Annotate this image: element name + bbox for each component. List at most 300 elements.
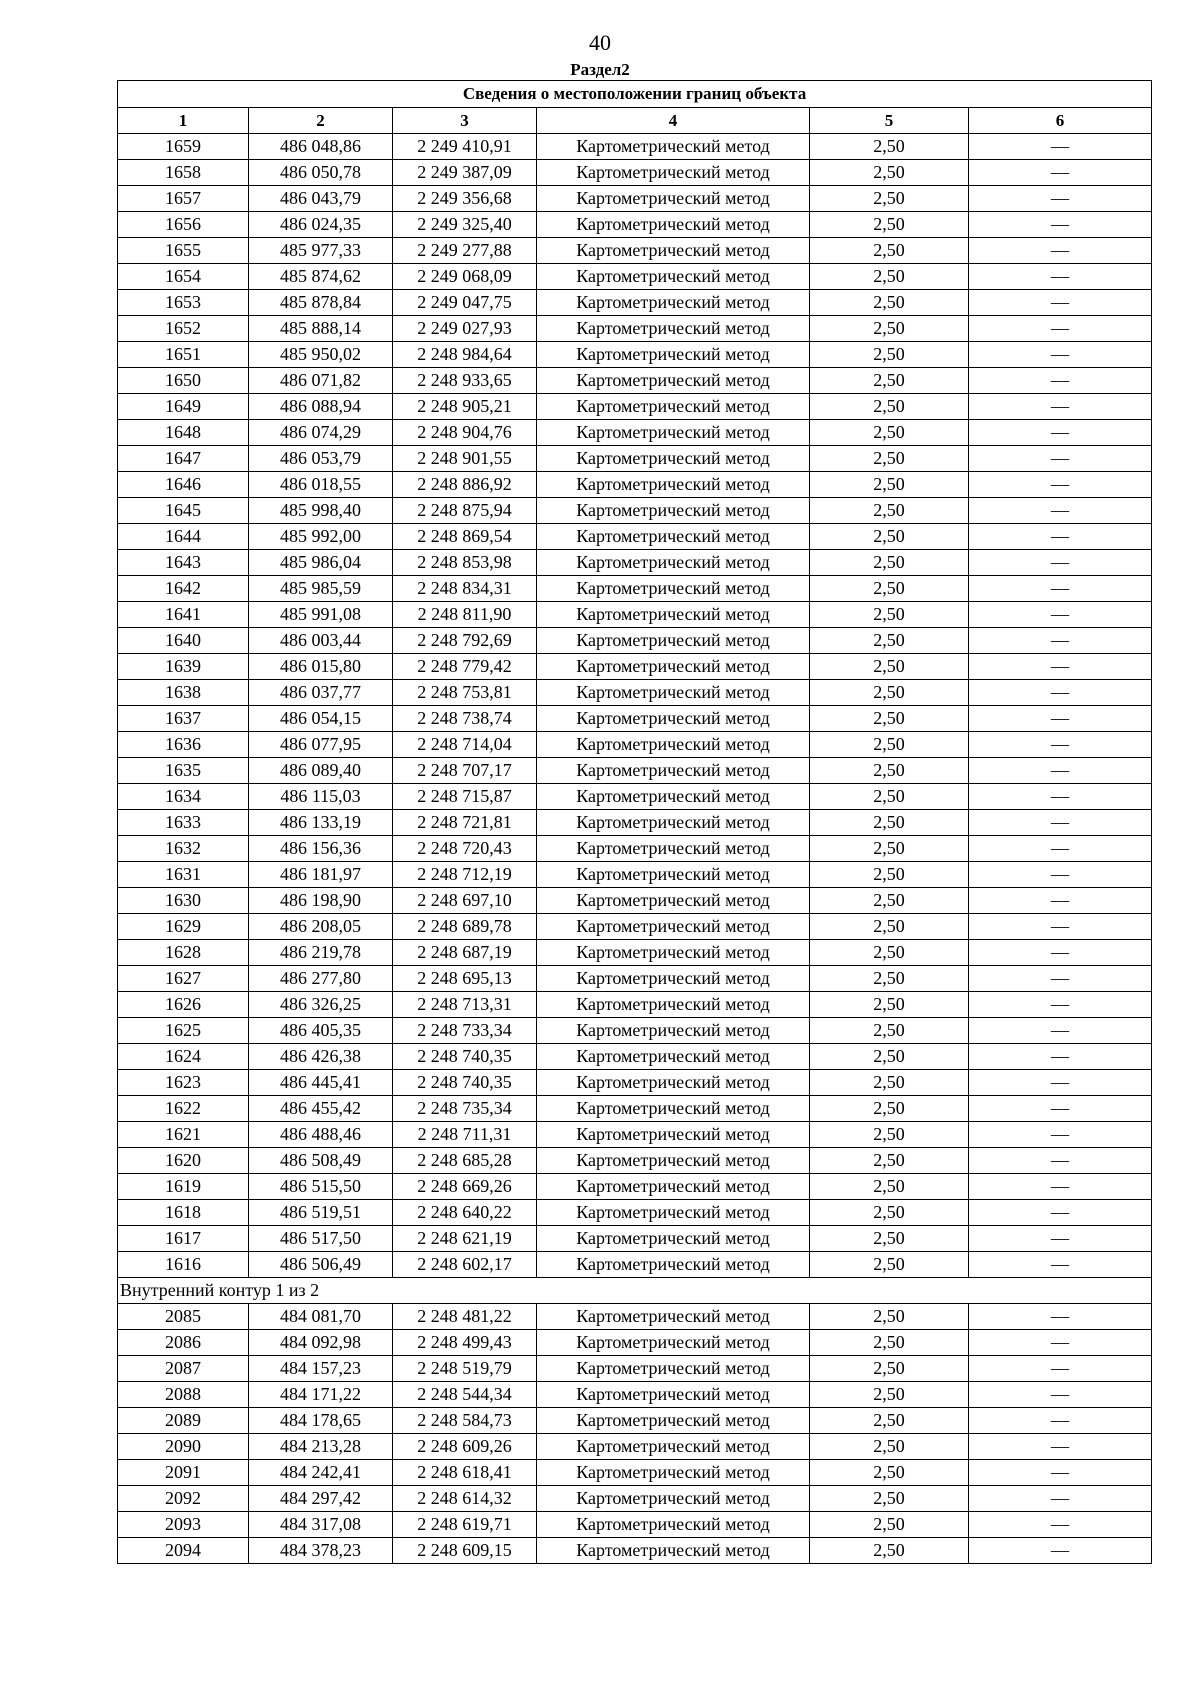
- table-row: [118, 1148, 1152, 1174]
- table-cell: —: [969, 966, 1152, 992]
- table-cell: 2,50: [810, 940, 969, 966]
- table-cell: 2 248 602,17: [393, 1252, 537, 1278]
- table-row: [118, 212, 1152, 238]
- table-row: [118, 628, 1152, 654]
- table-cell: 2 249 027,93: [393, 316, 537, 342]
- table-cell: 1642: [118, 576, 249, 602]
- table-row: [118, 368, 1152, 394]
- table-cell: 2,50: [810, 394, 969, 420]
- table-cell: 2 248 740,35: [393, 1070, 537, 1096]
- table-cell: 2 248 609,26: [393, 1434, 537, 1460]
- table-cell: —: [969, 1200, 1152, 1226]
- table-cell: 2 248 685,28: [393, 1148, 537, 1174]
- table-cell: 2094: [118, 1538, 249, 1564]
- table-cell: —: [969, 1044, 1152, 1070]
- table-row: [118, 966, 1152, 992]
- table-header-row: [118, 108, 1152, 134]
- table-cell: —: [969, 1512, 1152, 1538]
- table-cell: 1628: [118, 940, 249, 966]
- table-cell: Картометрический метод: [537, 628, 810, 654]
- table-cell: 1656: [118, 212, 249, 238]
- table-row: [118, 940, 1152, 966]
- table-cell: Картометрический метод: [537, 1174, 810, 1200]
- table-cell: 2,50: [810, 1018, 969, 1044]
- table-cell: —: [969, 394, 1152, 420]
- table-cell: —: [969, 654, 1152, 680]
- table-cell: Картометрический метод: [537, 1460, 810, 1486]
- table-cell: Картометрический метод: [537, 524, 810, 550]
- table-cell: 2,50: [810, 1148, 969, 1174]
- table-cell: 2,50: [810, 1408, 969, 1434]
- table-cell: 2 248 779,42: [393, 654, 537, 680]
- table-cell: 1651: [118, 342, 249, 368]
- table-row: [118, 1382, 1152, 1408]
- table-row: [118, 550, 1152, 576]
- table-cell: 2,50: [810, 706, 969, 732]
- table-cell: —: [969, 1174, 1152, 1200]
- table-cell: 2,50: [810, 550, 969, 576]
- table-cell: Картометрический метод: [537, 914, 810, 940]
- table-cell: 486 133,19: [249, 810, 393, 836]
- table-row: [118, 186, 1152, 212]
- table-cell: 2 248 544,34: [393, 1382, 537, 1408]
- table-cell: 486 219,78: [249, 940, 393, 966]
- table-cell: —: [969, 1018, 1152, 1044]
- table-cell: 2 248 711,31: [393, 1122, 537, 1148]
- table-cell: Картометрический метод: [537, 784, 810, 810]
- table-cell: 1634: [118, 784, 249, 810]
- table-row: [118, 1044, 1152, 1070]
- table-cell: 1641: [118, 602, 249, 628]
- table-cell: 1618: [118, 1200, 249, 1226]
- table-cell: 486 077,95: [249, 732, 393, 758]
- table-cell: Картометрический метод: [537, 238, 810, 264]
- table-cell: 2089: [118, 1408, 249, 1434]
- table-cell: 2,50: [810, 524, 969, 550]
- table-cell: 2,50: [810, 628, 969, 654]
- table-row: [118, 1096, 1152, 1122]
- table-cell: —: [969, 784, 1152, 810]
- table-cell: Картометрический метод: [537, 836, 810, 862]
- table-cell: 2 248 695,13: [393, 966, 537, 992]
- table-cell: —: [969, 186, 1152, 212]
- table-cell: 2 248 721,81: [393, 810, 537, 836]
- table-cell: 486 043,79: [249, 186, 393, 212]
- table-cell: —: [969, 680, 1152, 706]
- table-cell: 1626: [118, 992, 249, 1018]
- table-cell: 2,50: [810, 1434, 969, 1460]
- table-cell: 2,50: [810, 1356, 969, 1382]
- table-cell: 1617: [118, 1226, 249, 1252]
- table-cell: 2 249 387,09: [393, 160, 537, 186]
- table-row: [118, 134, 1152, 160]
- table-cell: 2,50: [810, 680, 969, 706]
- table-cell: Картометрический метод: [537, 212, 810, 238]
- table-cell: 485 998,40: [249, 498, 393, 524]
- table-cell: 1629: [118, 914, 249, 940]
- table-cell: Картометрический метод: [537, 758, 810, 784]
- table-row: [118, 238, 1152, 264]
- table-cell: 486 054,15: [249, 706, 393, 732]
- table-cell: —: [969, 628, 1152, 654]
- table-cell: 486 445,41: [249, 1070, 393, 1096]
- table-cell: 2 248 834,31: [393, 576, 537, 602]
- table-cell: 1644: [118, 524, 249, 550]
- table-cell: 2,50: [810, 1252, 969, 1278]
- table-cell: 486 089,40: [249, 758, 393, 784]
- table-cell: 2 249 325,40: [393, 212, 537, 238]
- table-cell: Картометрический метод: [537, 472, 810, 498]
- table-cell: Картометрический метод: [537, 290, 810, 316]
- table-cell: 2 248 792,69: [393, 628, 537, 654]
- table-row: [118, 446, 1152, 472]
- table-cell: 486 156,36: [249, 836, 393, 862]
- table-cell: Картометрический метод: [537, 1434, 810, 1460]
- table-cell: 486 015,80: [249, 654, 393, 680]
- table-cell: —: [969, 472, 1152, 498]
- table-row: [118, 992, 1152, 1018]
- table-cell: 2085: [118, 1304, 249, 1330]
- table-cell: 2086: [118, 1330, 249, 1356]
- table-cell: Картометрический метод: [537, 810, 810, 836]
- table-cell: 2 248 715,87: [393, 784, 537, 810]
- table-cell: 2,50: [810, 732, 969, 758]
- table-cell: 2,50: [810, 888, 969, 914]
- column-header: 1: [118, 108, 249, 134]
- table-cell: —: [969, 290, 1152, 316]
- table-cell: 486 003,44: [249, 628, 393, 654]
- table-cell: 2,50: [810, 368, 969, 394]
- table-cell: —: [969, 732, 1152, 758]
- table-row: [118, 342, 1152, 368]
- table-cell: 2 248 738,74: [393, 706, 537, 732]
- table-cell: 486 018,55: [249, 472, 393, 498]
- table-cell: —: [969, 810, 1152, 836]
- table-row: [118, 732, 1152, 758]
- table-cell: 2,50: [810, 654, 969, 680]
- table-row: [118, 316, 1152, 342]
- table-cell: Картометрический метод: [537, 576, 810, 602]
- table-cell: —: [969, 1330, 1152, 1356]
- table-cell: 2 248 735,34: [393, 1096, 537, 1122]
- table-cell: 1637: [118, 706, 249, 732]
- table-cell: 1653: [118, 290, 249, 316]
- table-cell: 2,50: [810, 992, 969, 1018]
- table-cell: Картометрический метод: [537, 1096, 810, 1122]
- table-cell: —: [969, 446, 1152, 472]
- table-row: [118, 290, 1152, 316]
- table-cell: 2,50: [810, 160, 969, 186]
- table-row: [118, 1538, 1152, 1564]
- table-row: [118, 654, 1152, 680]
- table-cell: —: [969, 706, 1152, 732]
- table-cell: 2 248 707,17: [393, 758, 537, 784]
- table-cell: 2,50: [810, 602, 969, 628]
- table-cell: 486 024,35: [249, 212, 393, 238]
- table-cell: —: [969, 1460, 1152, 1486]
- table-cell: 2 248 733,34: [393, 1018, 537, 1044]
- table-cell: Картометрический метод: [537, 1330, 810, 1356]
- table-row: [118, 602, 1152, 628]
- table-cell: Картометрический метод: [537, 706, 810, 732]
- table-cell: 2 249 410,91: [393, 134, 537, 160]
- table-cell: 2 248 713,31: [393, 992, 537, 1018]
- table-cell: 2 248 869,54: [393, 524, 537, 550]
- table-row: [118, 1408, 1152, 1434]
- table-cell: 2,50: [810, 1512, 969, 1538]
- table-cell: 2092: [118, 1486, 249, 1512]
- table-cell: 486 455,42: [249, 1096, 393, 1122]
- table-cell: 2,50: [810, 1044, 969, 1070]
- table-row: [118, 394, 1152, 420]
- table-cell: 1627: [118, 966, 249, 992]
- table-cell: 484 378,23: [249, 1538, 393, 1564]
- table-cell: Картометрический метод: [537, 1148, 810, 1174]
- table-cell: —: [969, 1122, 1152, 1148]
- table-cell: 2 248 853,98: [393, 550, 537, 576]
- table-cell: Картометрический метод: [537, 394, 810, 420]
- table-cell: 2,50: [810, 1122, 969, 1148]
- table-row: [118, 576, 1152, 602]
- table-cell: Картометрический метод: [537, 654, 810, 680]
- table-row: [118, 1018, 1152, 1044]
- column-header: 4: [537, 108, 810, 134]
- table-cell: 1650: [118, 368, 249, 394]
- table-cell: Картометрический метод: [537, 940, 810, 966]
- table-cell: 1632: [118, 836, 249, 862]
- table-row: [118, 758, 1152, 784]
- table-cell: 2 248 687,19: [393, 940, 537, 966]
- table-cell: 484 317,08: [249, 1512, 393, 1538]
- table-cell: 2 248 621,19: [393, 1226, 537, 1252]
- table-body: [118, 134, 1152, 1564]
- table-cell: 2,50: [810, 966, 969, 992]
- table-cell: 2 249 047,75: [393, 290, 537, 316]
- table-row: [118, 680, 1152, 706]
- table-cell: 2,50: [810, 576, 969, 602]
- table-cell: 2 248 584,73: [393, 1408, 537, 1434]
- table-cell: 1649: [118, 394, 249, 420]
- table-cell: 484 081,70: [249, 1304, 393, 1330]
- column-header: 2: [249, 108, 393, 134]
- table-cell: Картометрический метод: [537, 1252, 810, 1278]
- contour-row: [118, 1278, 1152, 1304]
- table-cell: 486 508,49: [249, 1148, 393, 1174]
- table-cell: Картометрический метод: [537, 1382, 810, 1408]
- table-cell: —: [969, 1226, 1152, 1252]
- table-cell: 1621: [118, 1122, 249, 1148]
- table-cell: Картометрический метод: [537, 1122, 810, 1148]
- table-cell: 2,50: [810, 290, 969, 316]
- table-cell: —: [969, 1096, 1152, 1122]
- table-row: [118, 1200, 1152, 1226]
- table-row: [118, 1174, 1152, 1200]
- table-cell: 485 950,02: [249, 342, 393, 368]
- table-cell: —: [969, 1538, 1152, 1564]
- table-cell: 486 074,29: [249, 420, 393, 446]
- table-cell: 486 071,82: [249, 368, 393, 394]
- table-row: [118, 810, 1152, 836]
- table-cell: Картометрический метод: [537, 1070, 810, 1096]
- table-cell: Картометрический метод: [537, 1018, 810, 1044]
- table-cell: Картометрический метод: [537, 342, 810, 368]
- table-cell: 2 248 640,22: [393, 1200, 537, 1226]
- table-cell: 2 248 697,10: [393, 888, 537, 914]
- table-row: [118, 1070, 1152, 1096]
- table-cell: 1654: [118, 264, 249, 290]
- table-cell: 2,50: [810, 1174, 969, 1200]
- table-cell: 1652: [118, 316, 249, 342]
- table-cell: —: [969, 888, 1152, 914]
- table-cell: 486 115,03: [249, 784, 393, 810]
- table-cell: 485 992,00: [249, 524, 393, 550]
- table-cell: —: [969, 524, 1152, 550]
- table-row: [118, 1226, 1152, 1252]
- table-cell: 2 248 811,90: [393, 602, 537, 628]
- table-cell: 2,50: [810, 1382, 969, 1408]
- table-cell: Картометрический метод: [537, 680, 810, 706]
- table-cell: Картометрический метод: [537, 498, 810, 524]
- table-cell: Картометрический метод: [537, 1512, 810, 1538]
- table-cell: 2,50: [810, 914, 969, 940]
- table-cell: 484 213,28: [249, 1434, 393, 1460]
- table-cell: 486 515,50: [249, 1174, 393, 1200]
- table-cell: 486 050,78: [249, 160, 393, 186]
- table-cell: 486 088,94: [249, 394, 393, 420]
- table-cell: 2 248 714,04: [393, 732, 537, 758]
- table-cell: 1646: [118, 472, 249, 498]
- table-cell: —: [969, 368, 1152, 394]
- table-cell: 1635: [118, 758, 249, 784]
- table-cell: —: [969, 264, 1152, 290]
- table-row: [118, 706, 1152, 732]
- table-cell: 1655: [118, 238, 249, 264]
- table-cell: 1622: [118, 1096, 249, 1122]
- table-cell: 2 248 740,35: [393, 1044, 537, 1070]
- table-cell: 2,50: [810, 420, 969, 446]
- table-cell: Картометрический метод: [537, 550, 810, 576]
- table-cell: 2,50: [810, 810, 969, 836]
- table-cell: 1640: [118, 628, 249, 654]
- table-cell: 2 248 901,55: [393, 446, 537, 472]
- table-cell: 1648: [118, 420, 249, 446]
- table-cell: 2 248 519,79: [393, 1356, 537, 1382]
- table-cell: 2,50: [810, 472, 969, 498]
- table-cell: 1630: [118, 888, 249, 914]
- table-cell: 1645: [118, 498, 249, 524]
- table-cell: 2,50: [810, 134, 969, 160]
- table-cell: 1657: [118, 186, 249, 212]
- table-cell: 486 326,25: [249, 992, 393, 1018]
- table-cell: 2 248 933,65: [393, 368, 537, 394]
- table-cell: 486 405,35: [249, 1018, 393, 1044]
- table-cell: 2 248 481,22: [393, 1304, 537, 1330]
- table-cell: 485 977,33: [249, 238, 393, 264]
- table-cell: 485 991,08: [249, 602, 393, 628]
- table-row: [118, 472, 1152, 498]
- table-cell: —: [969, 212, 1152, 238]
- table-cell: Картометрический метод: [537, 316, 810, 342]
- table-row: [118, 1512, 1152, 1538]
- table-cell: Картометрический метод: [537, 888, 810, 914]
- table-cell: 1625: [118, 1018, 249, 1044]
- table-cell: 486 488,46: [249, 1122, 393, 1148]
- table-cell: 2 248 875,94: [393, 498, 537, 524]
- table-cell: 485 986,04: [249, 550, 393, 576]
- table-cell: 2 248 904,76: [393, 420, 537, 446]
- table-cell: Картометрический метод: [537, 966, 810, 992]
- table-cell: 2 249 356,68: [393, 186, 537, 212]
- table-row: [118, 1486, 1152, 1512]
- table-cell: 484 157,23: [249, 1356, 393, 1382]
- table-cell: Картометрический метод: [537, 1200, 810, 1226]
- column-header: 3: [393, 108, 537, 134]
- table-cell: 2,50: [810, 1330, 969, 1356]
- table-cell: 1638: [118, 680, 249, 706]
- table-cell: 485 888,14: [249, 316, 393, 342]
- table-row: [118, 1330, 1152, 1356]
- page-number: 40: [589, 30, 611, 55]
- contour-label: Внутренний контур 1 из 2: [118, 1278, 1152, 1304]
- table-caption: Сведения о местоположении границ объекта: [118, 81, 1152, 108]
- table-cell: 2,50: [810, 498, 969, 524]
- table-cell: Картометрический метод: [537, 862, 810, 888]
- table-row: [118, 888, 1152, 914]
- table-cell: 484 297,42: [249, 1486, 393, 1512]
- table-row: [118, 1460, 1152, 1486]
- table-cell: 1639: [118, 654, 249, 680]
- table-cell: —: [969, 498, 1152, 524]
- table-cell: 485 878,84: [249, 290, 393, 316]
- table-cell: Картометрический метод: [537, 732, 810, 758]
- table-row: [118, 914, 1152, 940]
- table-cell: —: [969, 1486, 1152, 1512]
- table-row: [118, 498, 1152, 524]
- table-cell: Картометрический метод: [537, 368, 810, 394]
- table-cell: 2 249 277,88: [393, 238, 537, 264]
- table-cell: —: [969, 134, 1152, 160]
- table-row: [118, 524, 1152, 550]
- table-cell: 486 053,79: [249, 446, 393, 472]
- table-cell: 484 171,22: [249, 1382, 393, 1408]
- section-title: Раздел2: [570, 60, 630, 79]
- table-cell: 2 248 720,43: [393, 836, 537, 862]
- table-cell: 1658: [118, 160, 249, 186]
- table-cell: 2 248 753,81: [393, 680, 537, 706]
- table-cell: 2,50: [810, 862, 969, 888]
- table-row: [118, 264, 1152, 290]
- table-row: [118, 160, 1152, 186]
- table-row: [118, 1304, 1152, 1330]
- table-row: [118, 836, 1152, 862]
- table-cell: Картометрический метод: [537, 1356, 810, 1382]
- table-cell: 2 248 669,26: [393, 1174, 537, 1200]
- table-row: [118, 862, 1152, 888]
- table-cell: 2091: [118, 1460, 249, 1486]
- table-cell: 2,50: [810, 446, 969, 472]
- table-cell: 2 248 614,32: [393, 1486, 537, 1512]
- table-cell: 1623: [118, 1070, 249, 1096]
- table-cell: 2 248 984,64: [393, 342, 537, 368]
- table-cell: —: [969, 238, 1152, 264]
- table-cell: 2 248 689,78: [393, 914, 537, 940]
- table-cell: 2 248 712,19: [393, 862, 537, 888]
- table-cell: —: [969, 342, 1152, 368]
- table-cell: Картометрический метод: [537, 1304, 810, 1330]
- table-cell: 2 248 499,43: [393, 1330, 537, 1356]
- table-cell: Картометрический метод: [537, 134, 810, 160]
- table-cell: 486 198,90: [249, 888, 393, 914]
